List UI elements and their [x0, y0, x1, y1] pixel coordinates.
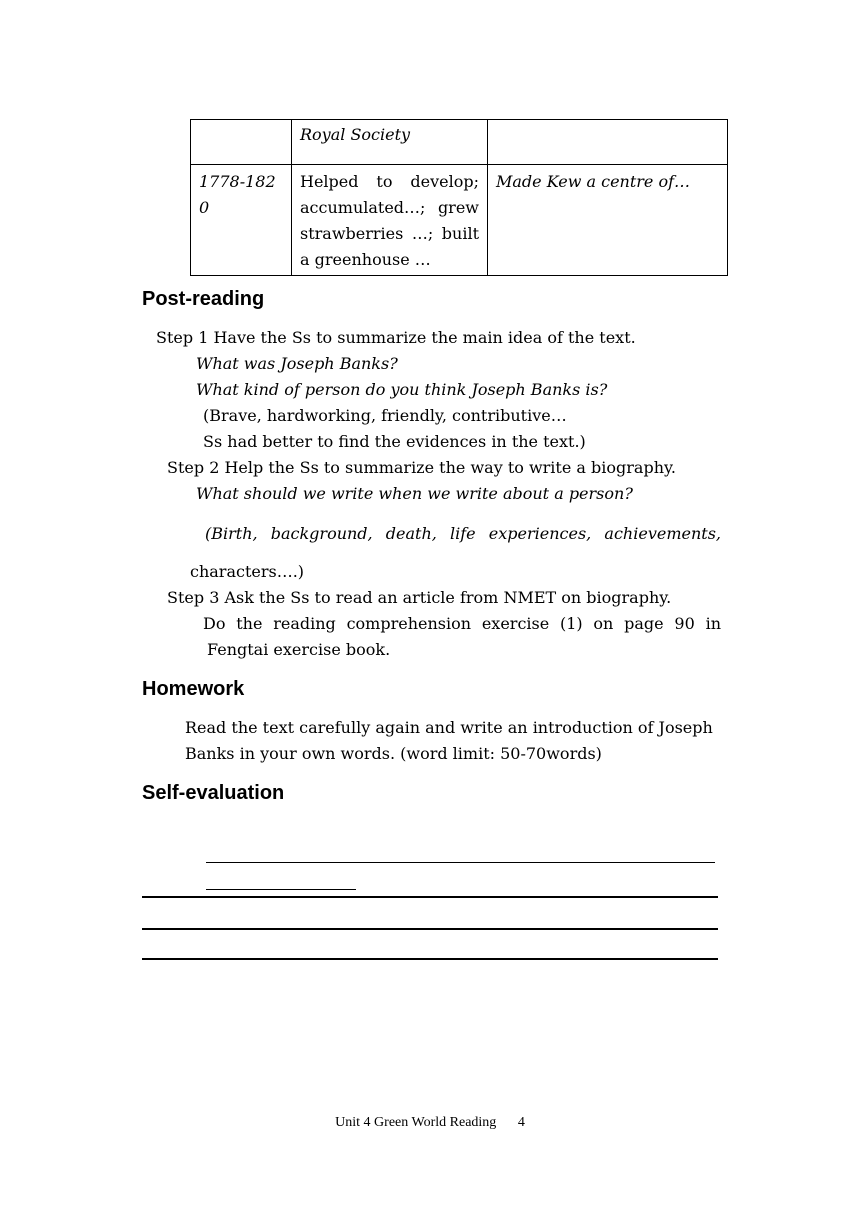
- answer-evidence: Ss had better to find the evidences in the text.): [203, 432, 586, 451]
- answer-biography-elements-cont: characters….): [190, 562, 305, 581]
- self-evaluation-heading: Self-evaluation: [142, 782, 285, 804]
- table-row: [191, 165, 728, 276]
- table-cell-event: Helped to develop; accumulated…; grew strawberries …; built a greenhouse …: [292, 165, 488, 276]
- answer-line: [206, 889, 356, 890]
- table-cell-event: Royal Society: [292, 120, 488, 165]
- page-number: 4: [517, 1115, 525, 1130]
- question-what-kind: What kind of person do you think Joseph Banks is?: [196, 380, 608, 399]
- exercise-text-cont: Fengtai exercise book.: [207, 640, 391, 659]
- table-cell-result: Made Kew a centre of…: [488, 165, 728, 276]
- answer-line: [142, 896, 718, 898]
- page-footer: [0, 1115, 860, 1131]
- homework-text-cont: Banks in your own words. (word limit: 50-70words): [185, 744, 602, 763]
- answer-traits: (Brave, hardworking, friendly, contributive…: [203, 406, 567, 425]
- answer-line: [142, 958, 718, 960]
- table-cell-year: 1778-1820: [191, 165, 292, 276]
- answer-line: [142, 928, 718, 930]
- exercise-text: Do the reading comprehension exercise (1) on page 90 in: [203, 614, 721, 633]
- homework-text: Read the text carefully again and write an introduction of Joseph: [185, 718, 713, 737]
- answer-biography-elements: (Birth, background, death, life experiences, achievements,: [205, 524, 721, 543]
- question-what-was: What was Joseph Banks?: [196, 354, 398, 373]
- answer-line: [206, 862, 715, 863]
- footer-title: Unit 4 Green World Reading: [335, 1115, 497, 1130]
- step-2-text: Step 2 Help the Ss to summarize the way to write a biography.: [167, 458, 676, 477]
- question-what-write: What should we write when we write about a person?: [196, 484, 633, 503]
- table-row: [191, 120, 728, 165]
- step-1-text: Step 1 Have the Ss to summarize the main idea of the text.: [156, 328, 636, 347]
- post-reading-heading: Post-reading: [142, 288, 265, 310]
- timeline-table: [190, 119, 728, 276]
- homework-heading: Homework: [142, 678, 245, 700]
- table-cell-result: [488, 120, 728, 165]
- step-3-text: Step 3 Ask the Ss to read an article from NMET on biography.: [167, 588, 672, 607]
- table-cell-year: [191, 120, 292, 165]
